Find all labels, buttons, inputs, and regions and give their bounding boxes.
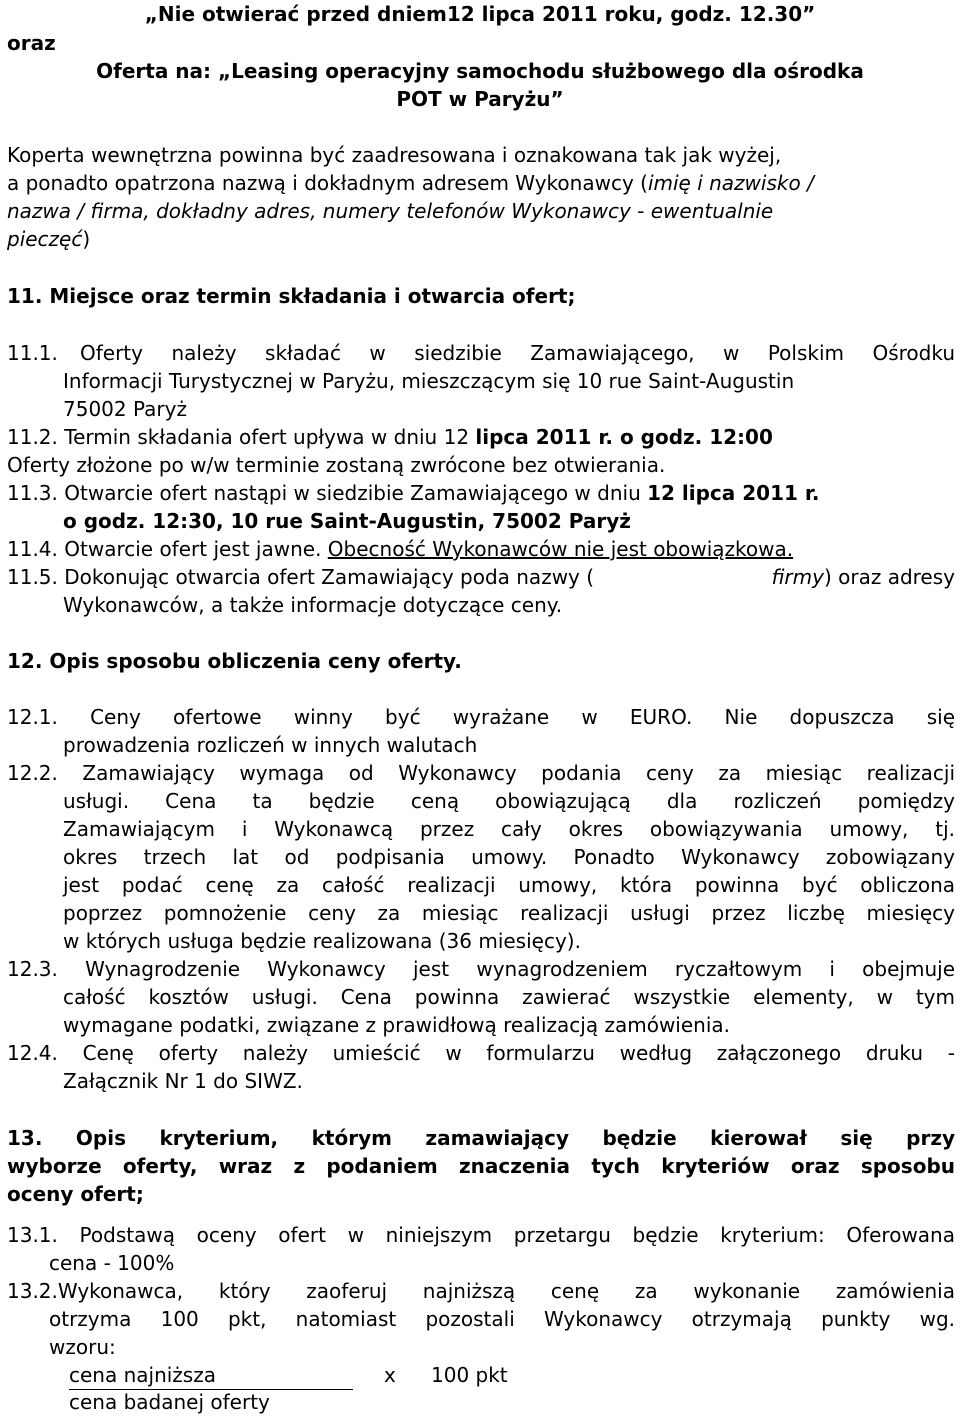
section-13-heading-line1: 13. Opis kryterium, którym zamawiający będzie kierował się przy: [7, 1126, 955, 1150]
s13-1-line2: cena - 100%: [49, 1251, 175, 1275]
s12-3-line3: wymagane podatki, związane z prawidłową realizacją zamówienia.: [63, 1013, 731, 1037]
s11-1-line3: 75002 Paryż: [63, 397, 187, 421]
s13-1-line1: 13.1. Podstawą oceny ofert w niniejszym przetargu będzie kryterium: Oferowana: [7, 1223, 955, 1247]
section-12-heading: 12. Opis sposobu obliczenia ceny oferty.: [7, 649, 462, 673]
s11-5-line2: Wykonawców, a także informacje dotyczące ceny.: [63, 593, 563, 617]
formula-points: 100 pkt: [431, 1363, 508, 1387]
s12-2-line4: okres trzech lat od podpisania umowy. Ponadto Wykonawcy zobowiązany: [63, 845, 955, 869]
s12-2-line1: 12.2. Zamawiający wymaga od Wykonawcy podania ceny za miesiąc realizacji: [7, 761, 955, 785]
s11-1-number: 11.1.: [7, 341, 58, 365]
s12-2-line7: w których usługa będzie realizowana (36 miesięcy).: [63, 929, 581, 953]
s11-3-line2: o godz. 12:30, 10 rue Saint-Augustin, 75002 Paryż: [63, 509, 631, 533]
s13-2-line2: otrzyma 100 pkt, natomiast pozostali Wykonawcy otrzymają punkty wg.: [49, 1307, 955, 1331]
header-oraz: oraz: [7, 31, 56, 55]
envelope-line2: a ponadto opatrzona nazwą i dokładnym adresem Wykonawcy (imię i nazwisko /: [7, 171, 814, 195]
s12-2-line2: usługi. Cena ta będzie ceną obowiązującą dla rozliczeń pomiędzy: [63, 789, 955, 813]
offer-title-line1: Oferta na: „Leasing operacyjny samochodu służbowego dla ośrodka: [96, 59, 864, 83]
s13-2-line3: wzoru:: [49, 1335, 116, 1359]
section-11-heading: 11. Miejsce oraz termin składania i otwarcia ofert;: [7, 284, 576, 308]
s12-2-line6: poprzez pomnożenie ceny za miesiąc realizacji usługi przez liczbę miesięcy: [63, 901, 955, 925]
s13-2-line1: 13.2.Wykonawca, który zaoferuj najniższą cenę za wykonanie zamówienia: [7, 1279, 955, 1303]
s11-4-line: 11.4. Otwarcie ofert jest jawne. Obecność Wykonawców nie jest obowiązkowa.: [7, 537, 794, 561]
envelope-line1: Koperta wewnętrzna powinna być zaadresowana i oznakowana tak jak wyżej,: [7, 143, 782, 167]
do-not-open-notice: „Nie otwierać przed dniem12 lipca 2011 roku, godz. 12.30”: [144, 2, 816, 26]
s12-2-line5: jest podać cenę za całość realizacji umowy, która powinna być obliczona: [63, 873, 955, 897]
s11-3-line1: 11.3. Otwarcie ofert nastąpi w siedzibie Zamawiającego w dniu 12 lipca 2011 r.: [7, 481, 820, 505]
formula-numerator: cena najniższa: [69, 1361, 353, 1390]
s12-1-line2: prowadzenia rozliczeń w innych walutach: [63, 733, 478, 757]
s12-1-line1: 12.1. Ceny ofertowe winny być wyrażane w EURO. Nie dopuszcza się: [7, 705, 955, 729]
formula-times: x: [384, 1363, 396, 1387]
formula-denominator: cena badanej oferty: [69, 1390, 270, 1414]
s11-5-line1: 11.5. Dokonując otwarcia ofert Zamawiający poda nazwy ( firmy) oraz adresy: [7, 565, 955, 589]
section-13-heading-line2: wyborze oferty, wraz z podaniem znaczenia tych kryteriów oraz sposobu: [7, 1154, 955, 1178]
s12-2-line3: Zamawiającym i Wykonawcą przez cały okres obowiązywania umowy, tj.: [63, 817, 955, 841]
s12-3-line2: całość kosztów usługi. Cena powinna zawierać wszystkie elementy, w tym: [63, 985, 955, 1009]
s12-4-line2: Załącznik Nr 1 do SIWZ.: [63, 1069, 303, 1093]
envelope-line3: nazwa / firma, dokładny adres, numery telefonów Wykonawcy - ewentualnie: [7, 199, 774, 223]
s11-1-line1: Oferty należy składać w siedzibie Zamawiającego, w Polskim Ośrodku: [80, 341, 955, 365]
s12-3-line1: 12.3. Wynagrodzenie Wykonawcy jest wynagrodzeniem ryczałtowym i obejmuje: [7, 957, 955, 981]
section-13-heading-line3: oceny ofert;: [7, 1182, 144, 1206]
s11-2-line1: 11.2. Termin składania ofert upływa w dniu 12 lipca 2011 r. o godz. 12:00: [7, 425, 773, 449]
s11-1-line2: Informacji Turystycznej w Paryżu, mieszczącym się 10 rue Saint-Augustin: [63, 369, 795, 393]
envelope-line4: pieczęć): [7, 227, 91, 251]
offer-title-line2: POT w Paryżu”: [396, 87, 564, 111]
s12-4-line1: 12.4. Cenę oferty należy umieścić w formularzu według załączonego druku -: [7, 1041, 955, 1065]
s11-2-line2: Oferty złożone po w/w terminie zostaną zwrócone bez otwierania.: [7, 453, 666, 477]
